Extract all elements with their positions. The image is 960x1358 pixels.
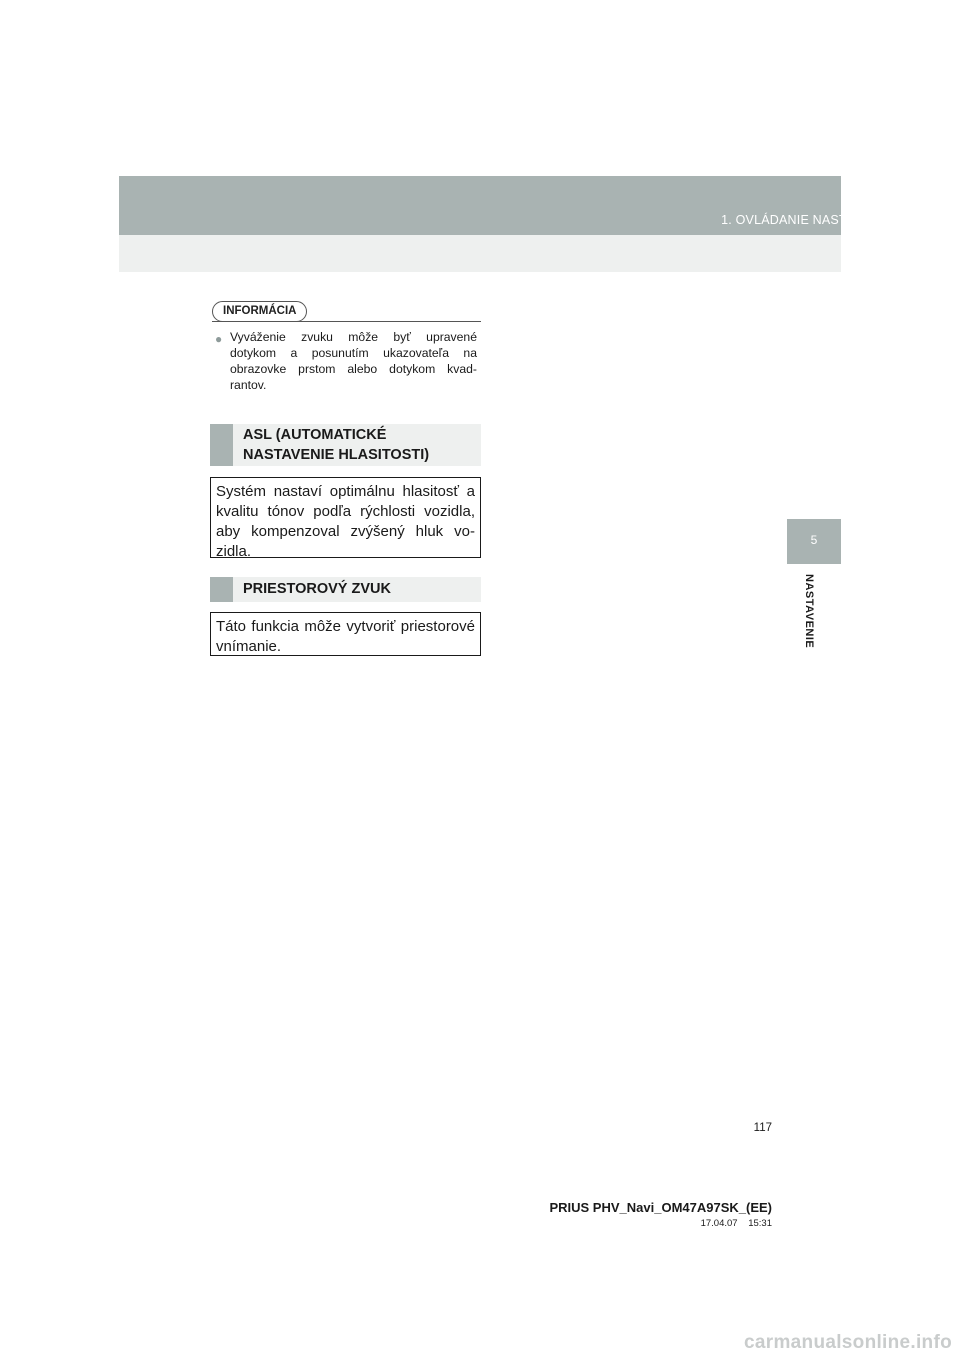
watermark: carmanualsonline.info: [744, 1332, 952, 1353]
chapter-tab: [787, 519, 841, 564]
section-body-asl: Systém nastaví optimálnu hlasitosť a kvalitu tónov podľa rýchlosti vozidla, aby kompenzoval zvýšený hluk vo-zidla.: [210, 477, 481, 558]
section-title-line2: NASTAVENIE HLASITOSTI): [243, 447, 430, 463]
chapter-title: 1. OVLÁDANIE NASTAVENIA: [721, 213, 892, 227]
section-title-line1: ASL (AUTOMATICKÉ: [243, 427, 387, 443]
chapter-side-label: NASTAVENIE: [803, 574, 815, 649]
info-badge: INFORMÁCIA: [212, 301, 307, 322]
section-body-surround: Táto funkcia môže vytvoriť priestorové vnímanie.: [210, 612, 481, 656]
section-title-line1: PRIESTOROVÝ ZVUK: [243, 581, 391, 597]
section-header-asl: [210, 424, 481, 466]
page-number: 117: [753, 1122, 772, 1134]
section-marker: [210, 577, 233, 602]
section-header-surround: [210, 577, 481, 602]
section-marker: [210, 424, 233, 466]
document-id: PRIUS PHV_Navi_OM47A97SK_(EE): [549, 1200, 772, 1215]
bullet-icon: ●: [215, 332, 223, 346]
info-divider: [212, 321, 481, 322]
chapter-number: 5: [810, 533, 818, 547]
header-subband: [119, 235, 841, 272]
document-date: 17.04.07 15:31: [700, 1218, 772, 1229]
info-text: Vyváženie zvuku môže byť upravené dotykom a posunutím ukazovateľa na obrazovke prstom alebo dotykom kvad-rantov.: [230, 330, 477, 392]
